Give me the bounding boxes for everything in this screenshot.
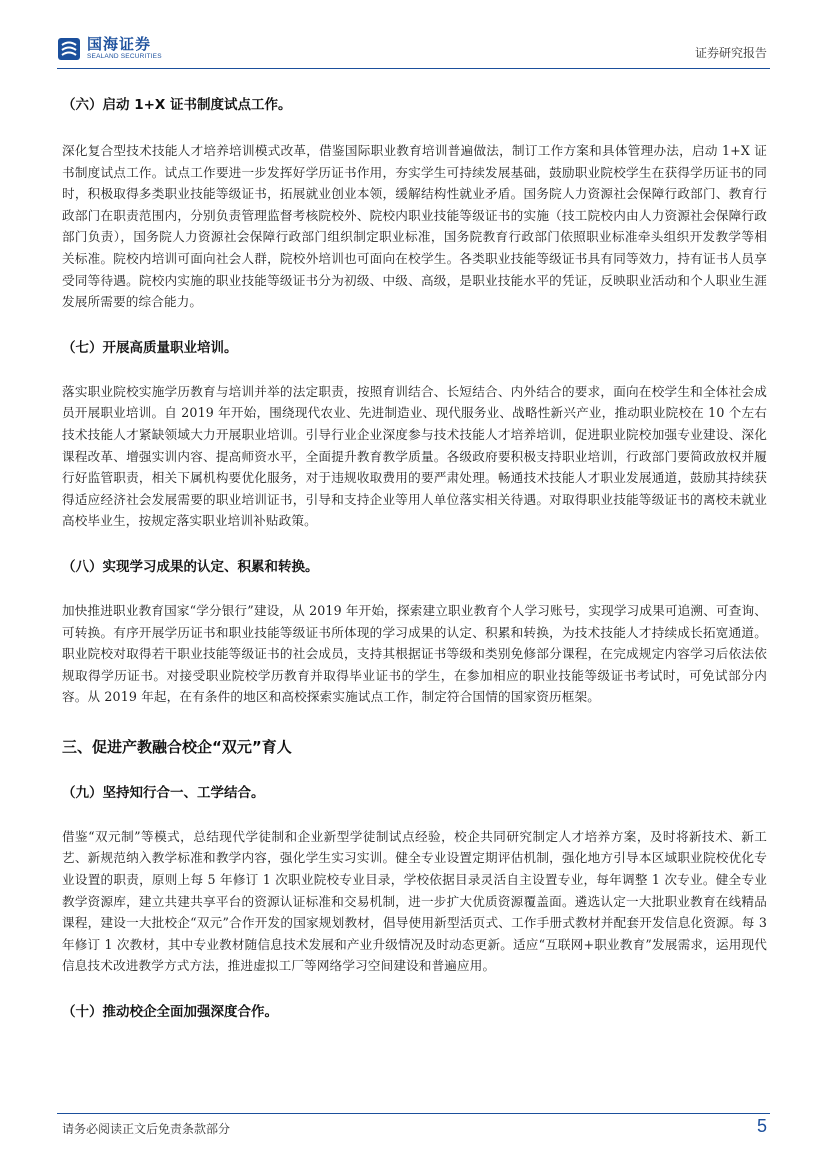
subheading-8: （八）实现学习成果的认定、积累和转换。 [62,558,319,575]
logo-mark-icon [57,36,81,62]
page-header [0,0,827,75]
section-heading-3: 三、促进产教融合校企“双元”育人 [62,737,292,756]
logo-english-name: SEALAND SECURITIES [87,53,162,61]
page-number: 5 [756,1116,767,1136]
subheading-10: （十）推动校企全面加强深度合作。 [62,1004,278,1021]
paragraph-9: 借鉴“双元制”等模式，总结现代学徒制和企业新型学徒制试点经验，校企共同研究制定人才培养方案，及时将新技术、新工艺、新规范纳入教学标准和教学内容，强化学生实习实训。健全专业设置定期评估机制，强化地方引导本区域职业院校优化专业设置的职责，原则上每 5 年修订 1 次职业院校专业目录，学校依据目录灵活自主设置专业，每年调整 1 次专业。健全专业教学资源库，建立共建共享平台的资源认证标准和交易机制，进一步扩大优质资源覆盖面。遴选认定一大批职业教育在线精品课程，建设一大批校企“双元”合作开发的国家规划教材，倡导使用新型活页式、工作手册式教材并配套开发信息化资源。每 3 年修订 1 次教材，其中专业教材随信息技术发展和产业升级情况及时动态更新。适应“互联网+职业教育”发展需求，运用现代信息技术改进教学方式方法，推进虚拟工厂等网络学习空间建设和普遍应用。 [62,828,767,974]
paragraph-6: 深化复合型技术技能人才培养培训模式改革，借鉴国际职业教育培训普遍做法，制订工作方案和具体管理办法，启动 1+X 证书制度试点工作。试点工作要进一步发挥好学历证书作用，夯实学生可持续发展基础，鼓励职业院校学生在获得学历证书的同时，积极取得多类职业技能等级证书，拓展就业创业本领，缓解结构性就业矛盾。国务院人力资源社会保障行政部门、教育行政部门在职责范围内，分别负责管理监督考核院校外、院校内职业技能等级证书的实施（技工院校内由人力资源社会保障行政部门负责），国务院人力资源社会保障行政部门组织制定职业标准，国务院教育行政部门依照职业标准牵头组织开发教学等相关标准。院校内培训可面向社会人群，院校外培训也可面向在校学生。各类职业技能等级证书具有同等效力，持有证书人员享受同等待遇。院校内实施的职业技能等级证书分为初级、中级、高级，是职业技能水平的凭证，反映职业活动和个人职业生涯发展所需要的综合能力。 [62,143,767,310]
paragraph-8: 加快推进职业教育国家“学分银行”建设，从 2019 年开始，探索建立职业教育个人学习账号，实现学习成果可追溯、可查询、可转换。有序开展学历证书和职业技能等级证书所体现的学习成果的认定、积累和转换，为技术技能人才持续成长拓宽通道。职业院校对取得若干职业技能等级证书的社会成员，支持其根据证书等级和类别免修部分课程，在完成规定内容学习后依法依规取得学历证书。对接受职业院校学历教育并取得毕业证书的学生，在参加相应的职业技能等级证书考试时，可免试部分内容。从 2019 年起，在有条件的地区和高校探索实施试点工作，制定符合国情的国家资历框架。 [62,602,767,705]
footer-divider [57,1113,770,1114]
paragraph-7: 落实职业院校实施学历教育与培训并举的法定职责，按照育训结合、长短结合、内外结合的要求，面向在校学生和全体社会成员开展职业培训。自 2019 年开始，围绕现代农业、先进制造业、现代服务业、战略性新兴产业，推动职业院校在 10 个左右技术技能人才紧缺领域大力开展职业培训。引导行业企业深度参与技术技能人才培养培训，促进职业院校加强专业建设、深化课程改革、增强实训内容、提高师资水平，全面提升教育教学质量。各级政府要积极支持职业培训，行政部门要简政放权并履行好监管职责，相关下属机构要优化服务，对于违规收取费用的要严肃处理。畅通技术技能人才职业发展通道，鼓励其持续获得适应经济社会发展需要的职业培训证书，引导和支持企业等用人单位落实相关待遇。对取得职业技能等级证书的离校未就业高校毕业生，按规定落实职业培训补贴政策。 [62,383,767,529]
disclaimer-note: 请务必阅读正文后免责条款部分 [62,1122,231,1136]
subheading-7: （七）开展高质量职业培训。 [62,339,238,356]
document-type-label: 证券研究报告 [694,46,767,60]
subheading-6: （六）启动 1+X 证书制度试点工作。 [62,97,292,113]
logo-chinese-name: 国海证券 [87,35,152,54]
subheading-9: （九）坚持知行合一、工学结合。 [62,784,265,801]
header-divider [57,68,770,69]
main-content [62,82,767,1023]
company-logo [57,34,162,64]
